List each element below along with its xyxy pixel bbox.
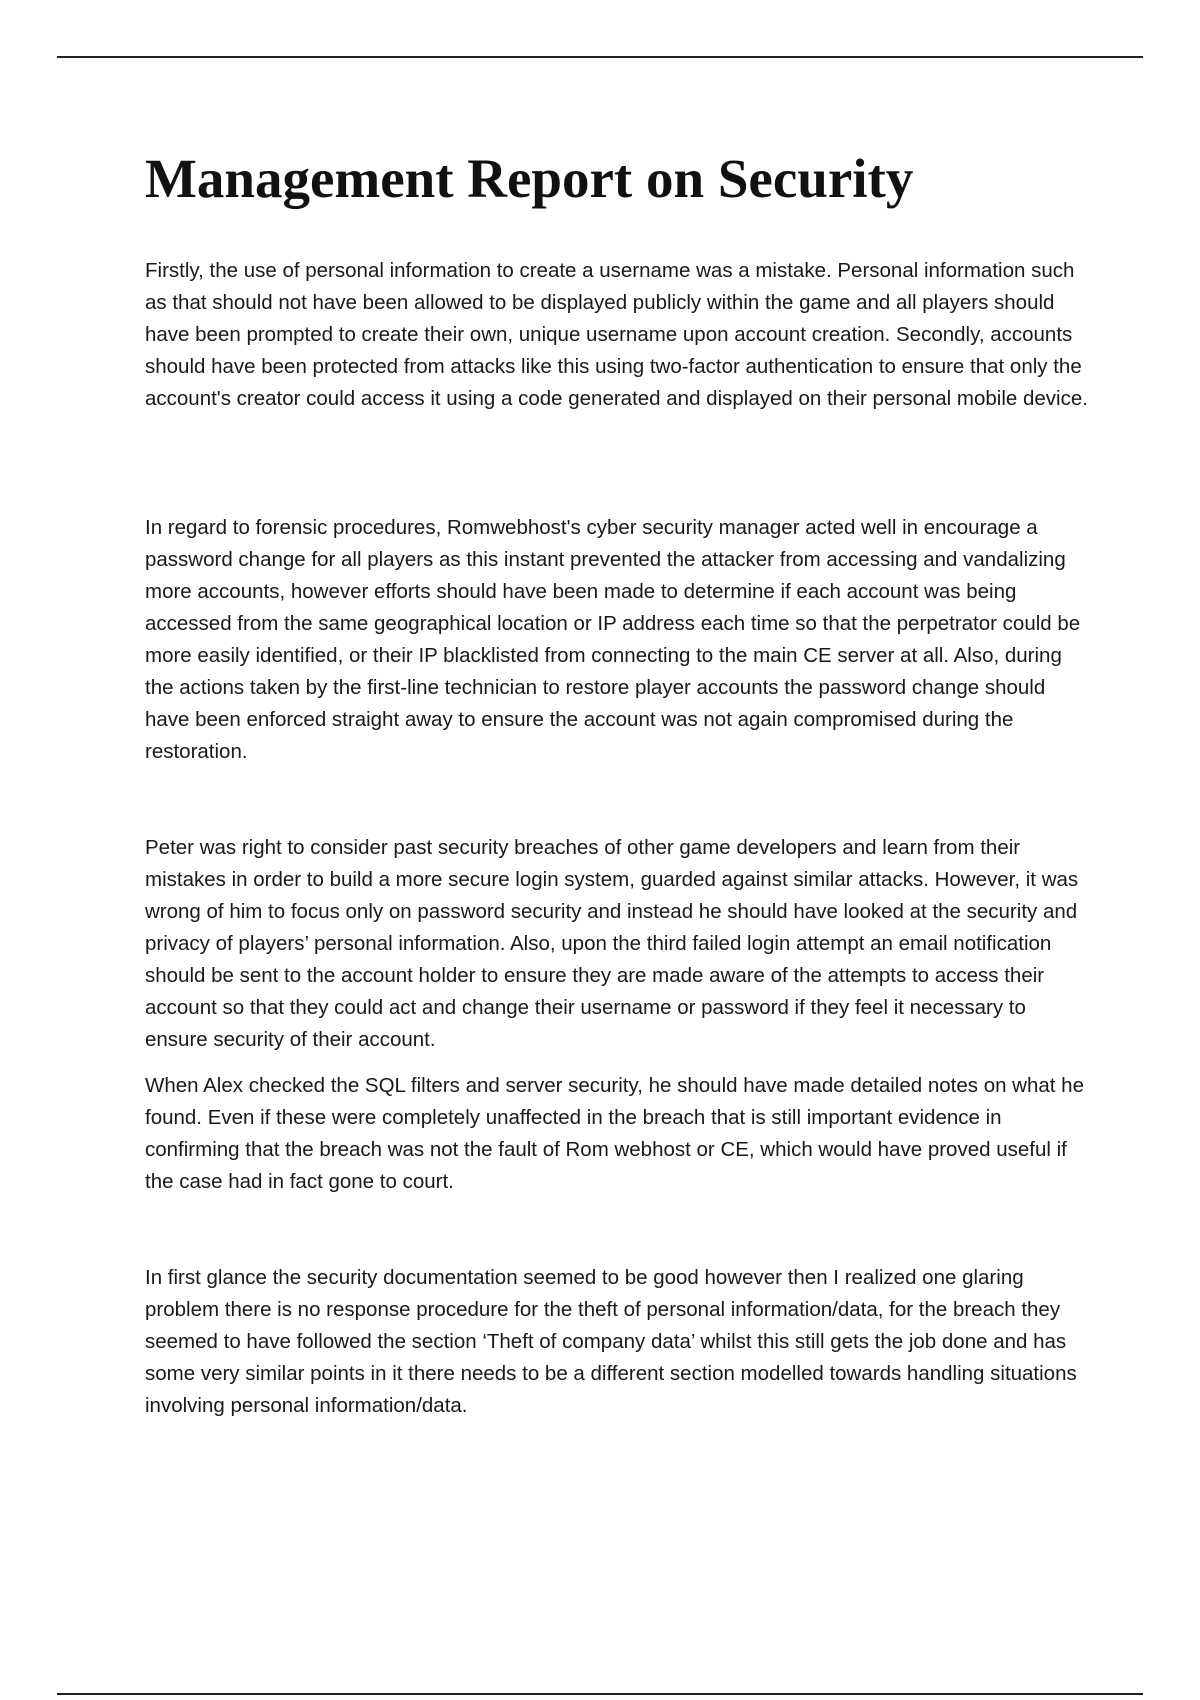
- paragraph-sql-filters: When Alex checked the SQL filters and server security, he should have made detailed notes on what he found. Even if these were completely unaffected in the breach that is still important evidence in confirming that the breach was not the fault of Rom webhost or CE, which would have proved useful if the case had in fact gone to court.: [145, 1074, 1084, 1193]
- paragraph-login-system: Peter was right to consider past security breaches of other game developers and learn from their mistakes in order to build a more secure login system, guarded against similar attacks. However, it was wrong of him to focus only on password security and instead he should have looked at the security and privacy of players’ personal information. Also, upon the third failed login attempt an email notification should be sent to the account holder to ensure they are made aware of the attempts to access their account so that they could act and change their username or password if they feel it necessary to ensure security of their account.: [145, 836, 1079, 1051]
- paragraph-username-and-2fa: Firstly, the use of personal information to create a username was a mistake. Personal information such as that should not have been allowed to be displayed publicly within the game and all players should have been prompted to create their own, unique username upon account creation. Secondly, accounts should have been protected from attacks like this using two-factor authentication to ensure that only the account's creator could access it using a code generated and displayed on their personal mobile device.: [145, 259, 1088, 410]
- paragraph-security-documentation: In first glance the security documentation seemed to be good however then I realized one glaring problem there is no response procedure for the theft of personal information/data, for the breach they seemed to have followed the section ‘Theft of company data’ whilst this still gets the job done and has some very similar points in it there needs to be a different section modelled towards handling situations involving personal information/data.: [145, 1266, 1077, 1417]
- paragraph-forensic-procedures: In regard to forensic procedures, Romwebhost's cyber security manager acted well in encourage a password change for all players as this instant prevented the attacker from accessing and vandalizing more accounts, however efforts should have been made to determine if each account was being accessed from the same geographical location or IP address each time so that the perpetrator could be more easily identified, or their IP blacklisted from connecting to the main CE server at all. Also, during the actions taken by the first-line technician to restore player accounts the password change should have been enforced straight away to ensure the account was not again compromised during the restoration.: [145, 516, 1081, 763]
- header-rule: [57, 56, 1143, 58]
- page-title: Management Report on Security: [145, 148, 914, 209]
- footer-rule: [57, 1693, 1143, 1695]
